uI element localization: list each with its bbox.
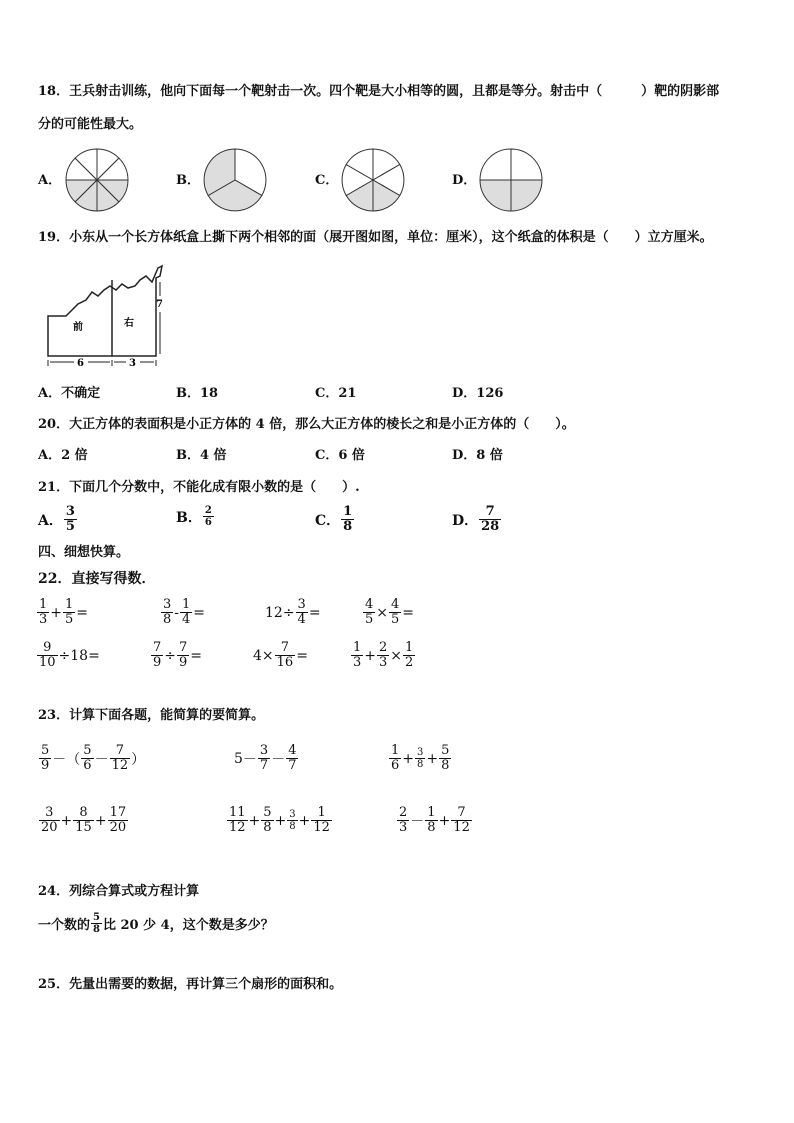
target-a-circle-eighths (65, 148, 129, 212)
q19-stem: 19．小东从一个长方体纸盒上撕下两个相邻的面（展开图如图，单位：厘米），这个纸盒的体积是（ ）立方厘米。 (38, 230, 713, 245)
q20-option-d: D．8 倍 (452, 448, 503, 463)
q23-title: 23．计算下面各题，能简算的要简算。 (38, 708, 265, 723)
q19-option-b: B．18 (176, 386, 219, 401)
q20-option-b: B．4 倍 (176, 448, 227, 463)
target-b-circle-thirds (203, 148, 267, 212)
q20-option-a: A．2 倍 (38, 448, 88, 463)
width-6-label: 6 (77, 358, 84, 369)
q21-option-b: B． $\frac{2}{6}$ (176, 505, 212, 528)
fraction: $\frac{7}{28}$ (481, 504, 500, 534)
q23-expr-4: $\frac{3}{20}$ + $\frac{8}{15}$ + $\frac{17}{20}$ (41, 805, 127, 835)
q23-expr-5: $\frac{11}{12}$ + $\frac{5}{8}$ + $\frac{3}{8}$ + $\frac{1}{12}$ (229, 805, 330, 835)
q18-option-c-label: C． (315, 173, 339, 188)
q18-option-d-label: D． (452, 173, 477, 188)
q23-expr-3: $\frac{1}{6}$ + $\frac{3}{8}$ + $\frac{5}{8}$ (391, 743, 450, 773)
q22-expr-8: $\frac{1}{3}$ + $\frac{2}{3}$ × $\frac{1}{2}$ (353, 640, 414, 670)
q22-expr-3: 12÷ $\frac{3}{4}$ = (265, 597, 321, 627)
q22-expr-7: 4× $\frac{7}{16}$ = (253, 640, 308, 670)
q19-option-c: C．21 (315, 386, 357, 401)
q23-expr-6: $\frac{2}{3}$ － $\frac{1}{8}$ + $\frac{7}{12}$ (399, 805, 470, 835)
fraction: $\frac{2}{6}$ (204, 505, 212, 528)
q23-expr-2: 5 － $\frac{3}{7}$ － $\frac{4}{7}$ (234, 743, 297, 773)
q22-expr-4: $\frac{4}{5}$ × $\frac{4}{5}$ = (365, 597, 415, 627)
q19-option-a: A．不确定 (38, 386, 101, 401)
q20-option-c: C．6 倍 (315, 448, 365, 463)
q19-option-d: D．126 (452, 386, 504, 401)
q18-stem-line2: 分的可能性最大。 (38, 117, 143, 132)
section-4-heading: 四、细想快算。 (38, 545, 130, 560)
q22-expr-5: $\frac{9}{10}$ ÷18= (39, 640, 100, 670)
q18-option-a-label: A． (38, 173, 62, 188)
q18-stem-line1: 18．王兵射击训练，他向下面每一个靶射击一次。四个靶是大小相等的圆，且都是等分。射击中（ ）靶的阴影部 (38, 84, 720, 99)
front-face-label: 前 (73, 322, 83, 333)
q20-stem: 20．大正方体的表面积是小正方体的 4 倍，那么大正方体的棱长之和是小正方体的（ ）。 (38, 417, 575, 432)
width-3-label: 3 (129, 358, 136, 369)
fraction: $\frac{1}{8}$ (343, 504, 353, 534)
right-face-label: 右 (124, 318, 134, 329)
q23-expr-1: $\frac{5}{9}$ － （ $\frac{5}{6}$ － $\frac{7}{12}$ ） (41, 743, 146, 773)
q21-option-a: A． $\frac{3}{5}$ (38, 504, 75, 534)
q21-stem: 21．下面几个分数中，不能化成有限小数的是（ ）. (38, 480, 360, 495)
q18-option-b-label: B． (176, 173, 200, 188)
fraction: $\frac{3}{5}$ (65, 504, 75, 534)
q24-title: 24．列综合算式或方程计算 (38, 884, 200, 899)
box-net-figure (40, 260, 170, 370)
q21-option-c: C． $\frac{1}{8}$ (315, 504, 353, 534)
q21-option-d: D． $\frac{7}{28}$ (452, 504, 500, 534)
q24-problem: 一个数的 $\frac{5}{8}$ 比 20 少 4，这个数是多少？ (38, 912, 274, 935)
height-7-label: 7 (156, 299, 163, 310)
q22-expr-2: $\frac{3}{8}$ - $\frac{1}{4}$ = (163, 597, 206, 627)
target-c-circle-sixths (341, 148, 405, 212)
q22-title: 22．直接写得数． (38, 571, 156, 587)
q22-expr-1: $\frac{1}{3}$ + $\frac{1}{5}$ = (39, 597, 89, 627)
q25-title: 25．先量出需要的数据，再计算三个扇形的面积和。 (38, 977, 343, 992)
target-d-circle-quarters (479, 148, 543, 212)
q22-expr-6: $\frac{7}{9}$ ÷ $\frac{7}{9}$ = (153, 640, 203, 670)
